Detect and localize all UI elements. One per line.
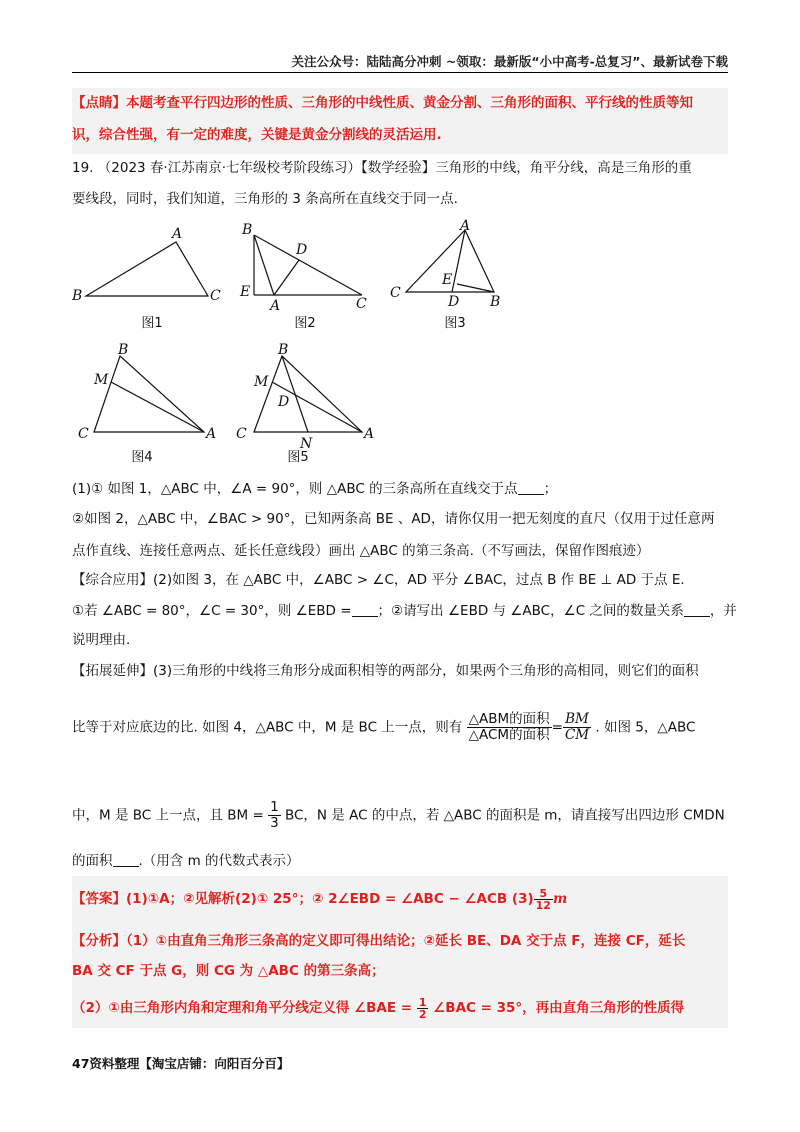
- label-c: C: [210, 288, 221, 304]
- figure-2: [234, 220, 384, 310]
- label-b: B: [490, 294, 501, 310]
- question-3-3: 中，M 是 BC 上一点，且 BM = $\frac{1}{3}$ BC，N 是 AC 的中点，若 △ABC 的面积是 m，请直接写出四边形 CMDN: [72, 799, 725, 831]
- label-a: A: [364, 426, 375, 442]
- label-a: A: [172, 226, 183, 242]
- question-3-1: 【拓展延伸】(3)三角形的中线将三角形分成面积相等的两部分，如果两个三角形的高相同，则它们的面积: [72, 663, 699, 679]
- label-e: E: [240, 284, 251, 300]
- question-1a: (1)① 如图 1，△ABC 中，∠A = 90°，则 △ABC 的三条高所在直线交于点 ；: [72, 481, 558, 497]
- answer-tag: 【答案】: [72, 891, 126, 907]
- problem-intro-1: 19. （2023 春·江苏南京·七年级校考阶段练习）【数学经验】三角形的中线，角平分线，高是三角形的重: [72, 160, 692, 176]
- analysis-line1: 【分析】（1）①由直角三角形三条高的定义即可得出结论；②延长 BE、DA 交于点 F，连接 CF，延长: [72, 933, 686, 949]
- header-rule: [72, 72, 728, 73]
- figure-5: [234, 342, 384, 454]
- dianjing-line2: 识，综合性强，有一定的难度，关键是黄金分割线的灵活运用.: [72, 127, 442, 143]
- label-c: C: [390, 285, 401, 301]
- problem-number: 19.: [72, 160, 94, 176]
- one-third-fraction: $\frac{1}{3}$: [270, 799, 279, 831]
- page-number: 47: [72, 1056, 90, 1071]
- analysis-line2: BA 交 CF 于点 G，则 CG 为 △ABC 的第三条高；: [72, 963, 385, 979]
- question-2-2: ①若 ∠ABC = 80°，∠C = 30°，则 ∠EBD = ；②请写出 ∠EBD 与 ∠ABC，∠C 之间的数量关系 ，并: [72, 603, 737, 619]
- label-d: D: [296, 242, 308, 258]
- label-c: C: [356, 296, 367, 310]
- side-ratio-fraction: $\frac{BM}{CM}$: [564, 711, 590, 743]
- figure-5-label: 图5: [287, 450, 309, 465]
- figure-1: [72, 222, 232, 312]
- question-2-3: 说明理由.: [72, 632, 131, 648]
- label-m: M: [94, 372, 109, 388]
- label-b: B: [118, 342, 129, 358]
- page-header: 关注公众号：陆陆高分冲刺 ~领取：最新版“小中高考-总复习”、最新试卷下载: [291, 54, 728, 69]
- figure-4-label: 图4: [131, 450, 153, 465]
- figure-3-label: 图3: [444, 316, 466, 331]
- label-m: M: [254, 374, 269, 390]
- answer-blank: [684, 602, 710, 617]
- half-fraction: $\frac{1}{2}$: [418, 995, 427, 1021]
- page-footer: 47资料整理【淘宝店铺：向阳百分百】: [72, 1056, 290, 1071]
- question-3-2: 比等于对应底边的比. 如图 4，△ABC 中，M 是 BC 上一点，则有 $\frac{\text{△ABM的面积}}{\text{△ACM的面积}}$ = $\frac{BM}{CM}$ . 如图 5，△ABC: [72, 711, 696, 743]
- question-2-1: 【综合应用】(2)如图 3，在 △ABC 中，∠ABC > ∠C，AD 平分 ∠BAC，过点 B 作 BE ⊥ AD 于点 E.: [72, 572, 685, 588]
- question-3-4: 的面积 .（用含 m 的代数式表示）: [72, 853, 300, 869]
- label-b: B: [72, 288, 83, 304]
- figure-2-label: 图2: [294, 316, 316, 331]
- label-d: D: [448, 294, 460, 310]
- triangle-abc: [86, 242, 208, 296]
- figure-1-label: 图1: [141, 316, 163, 331]
- label-e: E: [442, 272, 453, 288]
- analysis-line3: （2）①由三角形内角和定理和角平分线定义得 ∠BAE = $\frac{1}{2}$ ∠BAC = 35°，再由直角三角形的性质得: [72, 995, 685, 1021]
- label-a: A: [206, 426, 217, 442]
- figure-4: [76, 342, 226, 442]
- answer-blank: [518, 480, 544, 495]
- dianjing-tag: 【点睛】: [72, 95, 126, 111]
- answer-fraction: $\frac{5}{12}$: [535, 886, 551, 912]
- dianjing-line1: 【点睛】本题考查平行四边形的性质、三角形的中线性质、黄金分割、三角形的面积、平行线的性质等知: [72, 95, 693, 111]
- question-1b-2: 点作直线、连接任意两点、延长任意线段）画出 △ABC 的第三条高.（不写画法，保留作图痕迹）: [72, 543, 650, 559]
- answer-line: 【答案】(1)①A；②见解析(2)① 25°；② 2∠EBD = ∠ABC − ∠ACB (3) $\frac{5}{12}$ m: [72, 886, 568, 912]
- figure-3: [386, 218, 516, 310]
- label-c: C: [236, 426, 247, 442]
- answer-blank: [113, 852, 139, 867]
- analysis-tag: 【分析】: [72, 933, 126, 949]
- label-a: A: [460, 218, 471, 234]
- problem-intro-2: 要线段，同时，我们知道，三角形的 3 条高所在直线交于同一点.: [72, 191, 458, 207]
- label-b: B: [242, 222, 253, 238]
- answer-blank: [352, 602, 378, 617]
- label-c: C: [78, 426, 89, 442]
- area-ratio-fraction: $\frac{\text{△ABM的面积}}{\text{△ACM的面积}}$: [468, 711, 550, 743]
- label-n: N: [300, 436, 313, 452]
- label-a: A: [270, 298, 281, 310]
- question-1b-1: ②如图 2，△ABC 中，∠BAC > 90°，已知两条高 BE 、AD，请你仅用一把无刻度的直尺（仅用于过任意两: [72, 511, 715, 527]
- label-b: B: [278, 342, 289, 358]
- label-d: D: [278, 394, 290, 410]
